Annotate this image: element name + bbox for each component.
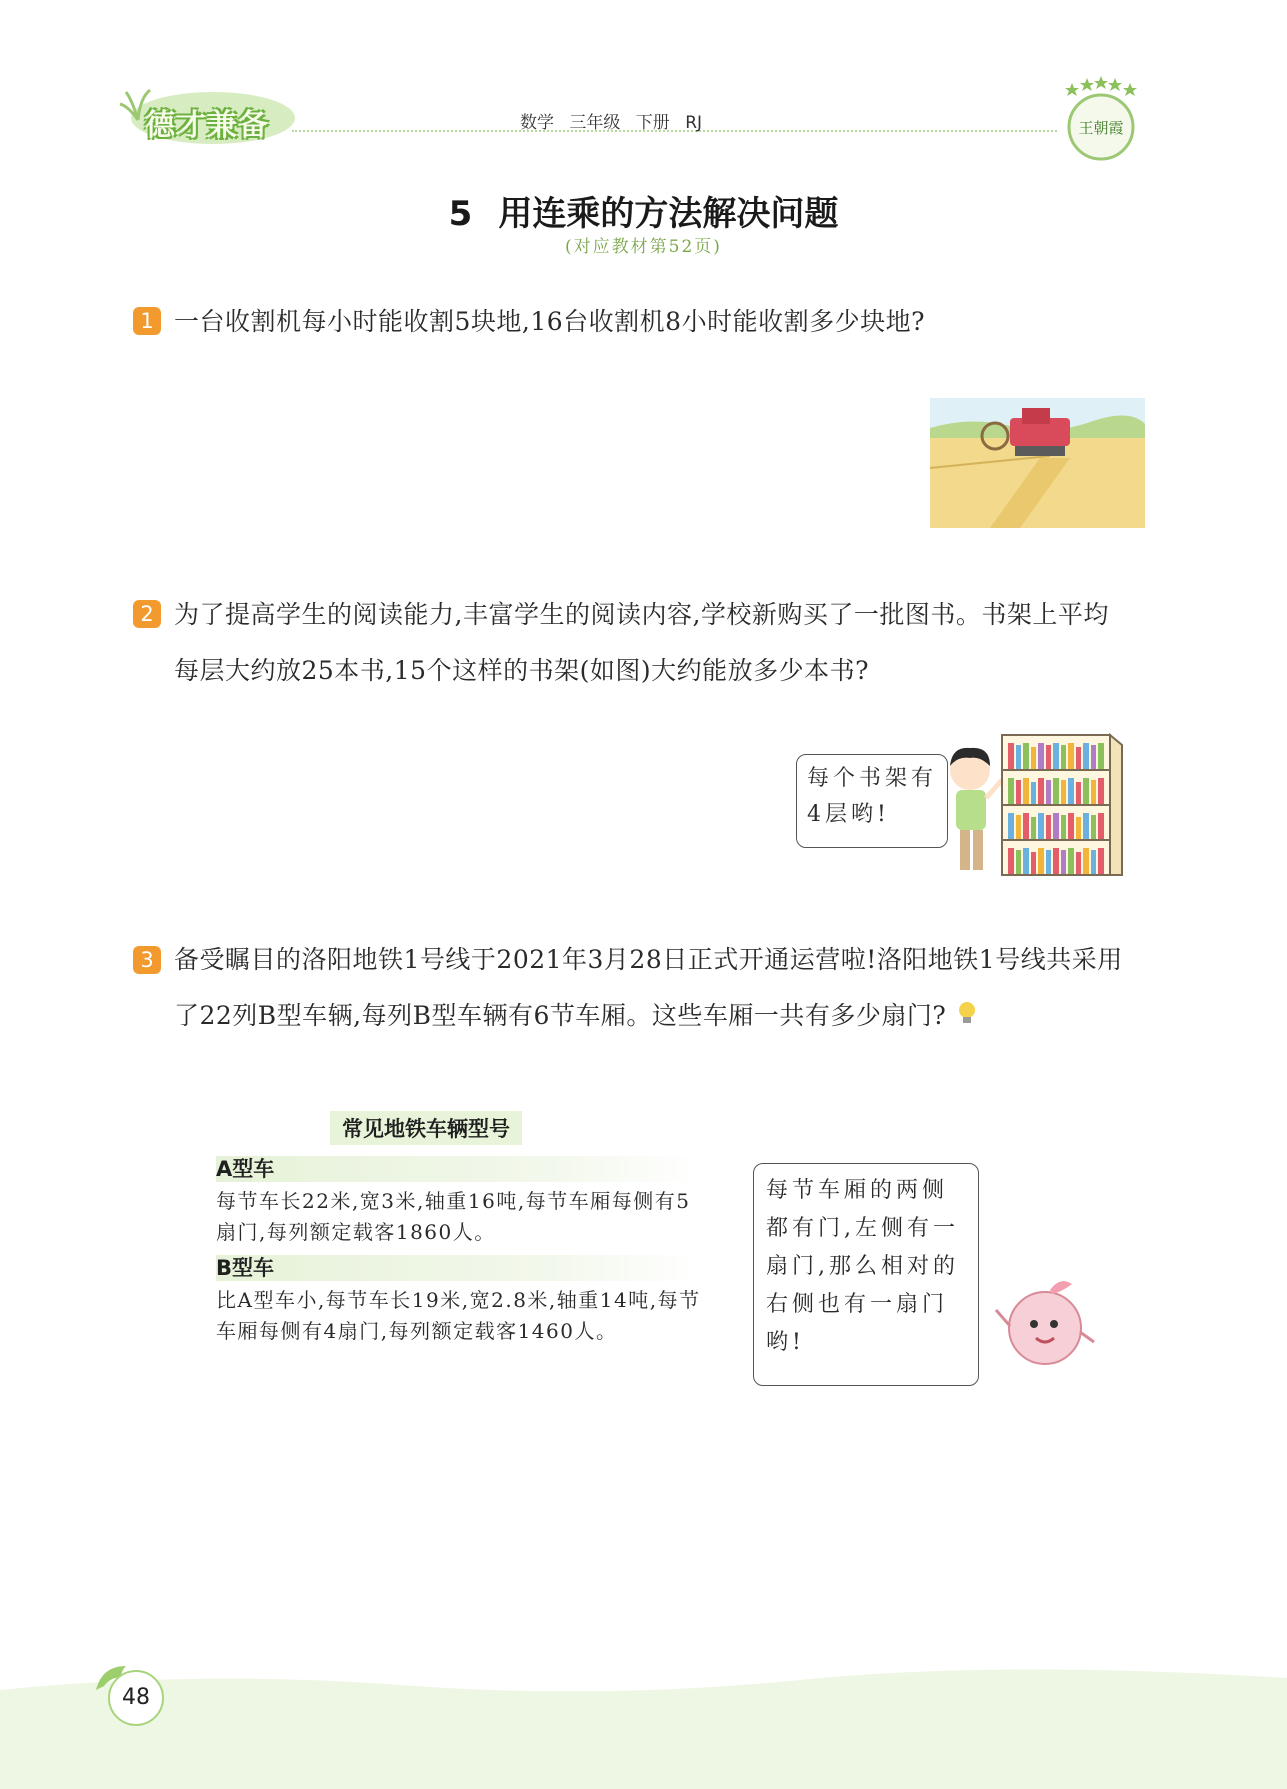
lesson-number: 5 <box>448 194 473 234</box>
subject-info: 数学 三年级 下册 RJ <box>520 113 703 133</box>
seal-lettering: 王朝霞 <box>1078 119 1124 137</box>
peach-character-illustration <box>990 1270 1100 1380</box>
question-1-text: 一台收割机每小时能收割5块地,16台收割机8小时能收割多少块地? <box>174 307 925 336</box>
type-a-heading: A型车 <box>216 1156 696 1182</box>
bookshelf-illustration <box>1000 733 1125 878</box>
type-b-heading: B型车 <box>216 1255 696 1281</box>
type-a-description: 每节车长22米,宽3米,轴重16吨,每节车厢每侧有5扇门,每列额定载客1860人。 <box>216 1189 691 1244</box>
lightbulb-icon <box>956 990 978 1046</box>
harvester-illustration <box>930 398 1145 528</box>
question-2-text: 为了提高学生的阅读能力,丰富学生的阅读内容,学校新购买了一批图书。书架上平均每层大约放25本书,15个这样的书架(如图)大约能放多少本书? <box>174 600 1109 685</box>
author-seal <box>1060 75 1142 167</box>
info-card-title: 常见地铁车辆型号 <box>330 1111 522 1145</box>
speech-bubble-doors: 每节车厢的两侧都有门,左侧有一扇门,那么相对的右侧也有一扇门哟! <box>753 1163 979 1386</box>
question-3-body: 备受瞩目的洛阳地铁1号线于2021年3月28日正式开通运营啦!洛阳地铁1号线共采用了22列B型车辆,每列B型车辆有6节车厢。这些车厢一共有多少扇门? <box>174 945 1123 1030</box>
textbook-reference: (对应教材第52页) <box>565 237 722 257</box>
question-3-badge: 3 <box>133 946 161 974</box>
page-number: 48 <box>108 1670 164 1726</box>
speech-bubble-bookshelf: 每个书架有4层哟! <box>796 754 948 848</box>
question-2-badge: 2 <box>133 600 161 628</box>
footer-decoration <box>0 1660 1287 1789</box>
type-b-description: 比A型车小,每节车长19米,宽2.8米,轴重14吨,每节车厢每侧有4扇门,每列额定载客1460人。 <box>216 1288 701 1343</box>
question-3-text <box>174 932 1134 1046</box>
question-1-badge: 1 <box>133 307 161 335</box>
lesson-title <box>0 186 1287 235</box>
brand-text: 德才兼备 <box>145 108 269 143</box>
lesson-title-text: 用连乘的方法解决问题 <box>498 194 839 234</box>
